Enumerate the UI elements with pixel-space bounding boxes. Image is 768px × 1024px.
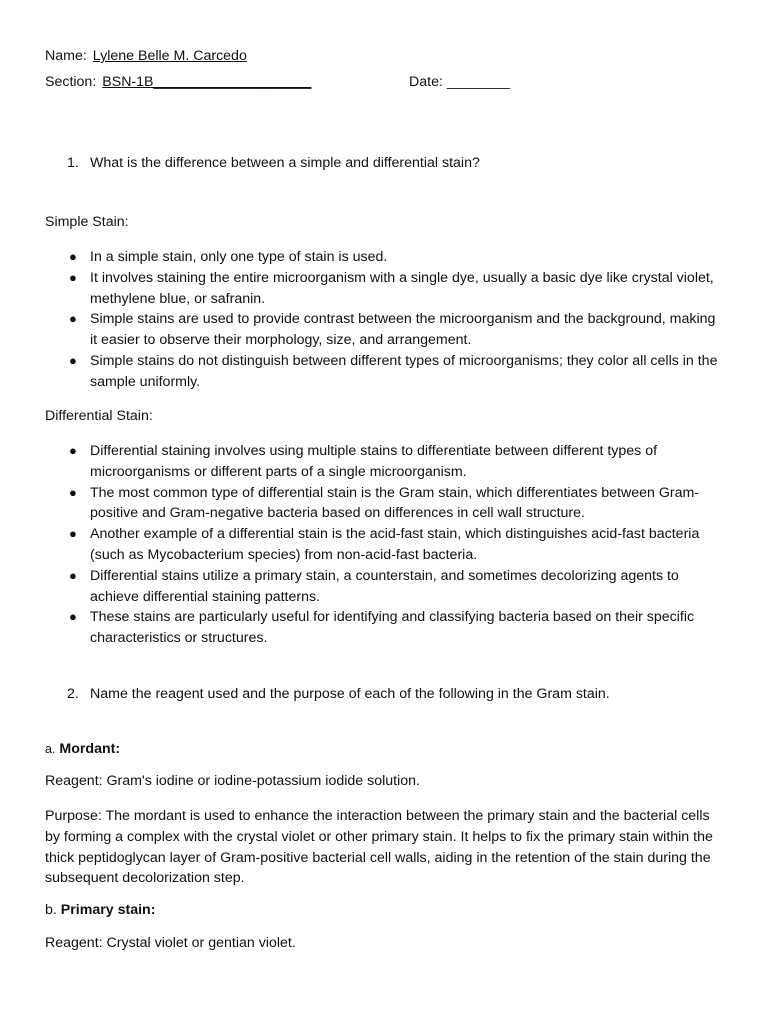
list-item-text: It involves staining the entire microorganism with a single dye, usually a basic dye like crystal violet, methylene blue, or safranin. bbox=[90, 269, 714, 307]
bullet-icon: ● bbox=[69, 269, 77, 285]
list-item bbox=[45, 483, 725, 525]
list-item-text: Simple stains are used to provide contrast between the microorganism and the background, making it easier to observe their morphology, size, and arrangement. bbox=[90, 311, 716, 349]
name-line bbox=[45, 46, 247, 67]
bullet-icon: ● bbox=[69, 567, 77, 583]
bullet-icon: ● bbox=[69, 484, 77, 500]
list-item bbox=[45, 309, 725, 351]
part-b-heading bbox=[45, 900, 155, 921]
question-1-number: 1. bbox=[67, 155, 79, 171]
list-item-text: In a simple stain, only one type of stain is used. bbox=[90, 249, 388, 265]
differential-stain-list bbox=[45, 441, 725, 649]
list-item-text: Another example of a differential stain is the acid-fast stain, which distinguishes acid-fast bacteria (such as Mycobacterium species) from non-acid-fast bacteria. bbox=[90, 526, 700, 563]
bullet-icon: ● bbox=[69, 249, 77, 264]
list-item-text: Differential staining involves using multiple stains to differentiate between different types of microorganisms or different parts of a single microorganism. bbox=[90, 443, 658, 480]
question-1 bbox=[67, 153, 480, 174]
part-a-reagent: Reagent: Gram's iodine or iodine-potassium iodide solution. bbox=[45, 773, 420, 789]
question-2 bbox=[67, 684, 610, 705]
list-item-text: Simple stains do not distinguish between different types of microorganisms; they color all cells in the sample uniformly. bbox=[90, 352, 718, 390]
part-a-heading bbox=[45, 739, 120, 760]
question-2-text: Name the reagent used and the purpose of each of the following in the Gram stain. bbox=[90, 686, 610, 702]
bullet-icon: ● bbox=[69, 352, 77, 368]
question-2-number: 2. bbox=[67, 686, 79, 702]
list-item bbox=[45, 524, 725, 566]
list-item-text: These stains are particularly useful for identifying and classifying bacteria based on their specific characteristics or structures. bbox=[90, 609, 695, 647]
list-item bbox=[45, 566, 725, 608]
list-item-text: The most common type of differential stain is the Gram stain, which differentiates between Gram-positive and Gram-negative bacteria based on differences in cell wall structure. bbox=[90, 484, 700, 522]
list-item bbox=[45, 247, 725, 268]
bullet-icon: ● bbox=[69, 311, 77, 327]
section-label: Section: bbox=[45, 74, 97, 90]
name-value: Lylene Belle M. Carcedo bbox=[92, 48, 247, 64]
name-label: Name: bbox=[45, 48, 87, 64]
differential-stain-heading: Differential Stain: bbox=[45, 408, 153, 424]
list-item bbox=[45, 351, 725, 393]
bullet-icon: ● bbox=[69, 443, 77, 458]
part-b-reagent: Reagent: Crystal violet or gentian violet. bbox=[45, 935, 296, 951]
part-b-letter: b. bbox=[45, 902, 57, 918]
bullet-icon: ● bbox=[69, 526, 77, 542]
date-line bbox=[409, 72, 510, 93]
list-item bbox=[45, 441, 725, 483]
part-a-title: Mordant: bbox=[59, 741, 121, 757]
list-item-text: Differential stains utilize a primary stain, a counterstain, and sometimes decolorizing agents to achieve differential staining patterns. bbox=[90, 567, 679, 605]
section-line bbox=[45, 72, 311, 93]
simple-stain-list bbox=[45, 247, 725, 393]
date-label: Date: bbox=[409, 74, 443, 90]
question-1-text: What is the difference between a simple and differential stain? bbox=[90, 155, 480, 171]
part-b-title: Primary stain: bbox=[60, 902, 156, 918]
simple-stain-heading: Simple Stain: bbox=[45, 214, 129, 230]
list-item bbox=[45, 607, 725, 649]
bullet-icon: ● bbox=[69, 609, 77, 625]
date-value: ________ bbox=[446, 74, 511, 90]
part-a-letter: a. bbox=[45, 742, 56, 756]
list-item bbox=[45, 268, 725, 310]
part-a-purpose: Purpose: The mordant is used to enhance the interaction between the primary stain and the bacterial cells by forming a complex with the crystal violet or other primary stain. It helps to fix the primary stain within the thick peptidoglycan layer of Gram-positive bacterial cell walls, aiding in the retention of the stain during the subsequent decolorization step. bbox=[45, 808, 713, 887]
section-value: BSN-1B____________________ bbox=[102, 74, 312, 90]
